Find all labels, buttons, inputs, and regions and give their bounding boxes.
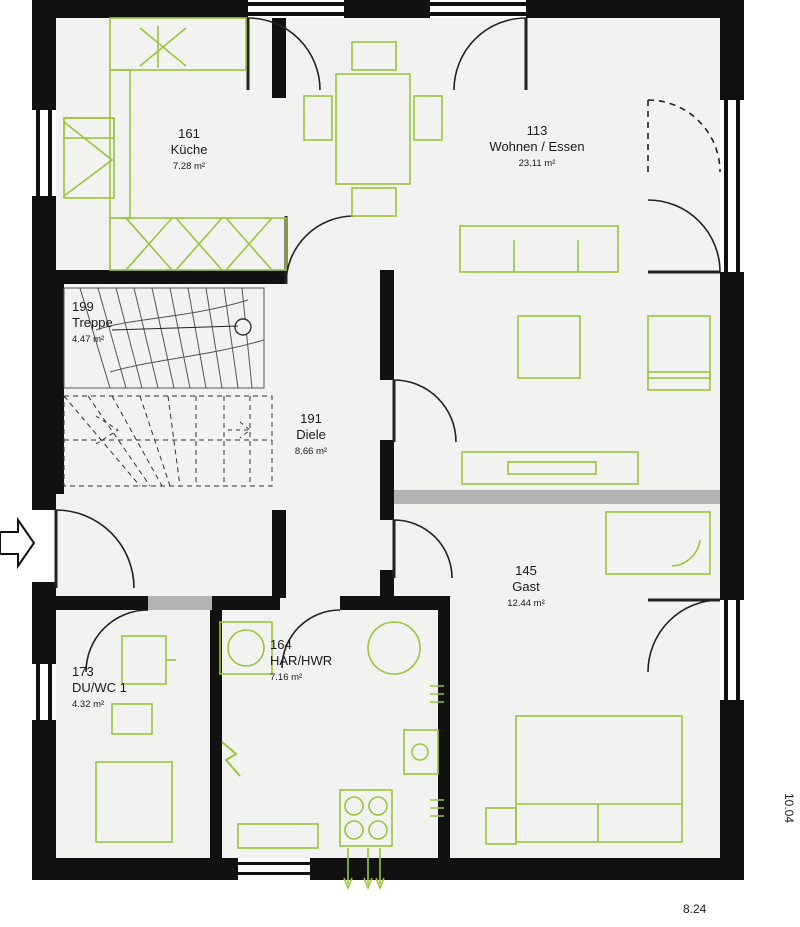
entrance-arrow — [0, 520, 34, 566]
room-area: 7.28 m² — [172, 160, 206, 172]
room-number: 145 — [515, 563, 537, 578]
room-name: Treppe — [72, 315, 113, 331]
dimension-height: 10.04 — [782, 793, 796, 824]
room-area: 4.47 m² — [72, 333, 105, 345]
dimension-width: 8.24 — [683, 902, 707, 916]
room-number: 113 — [526, 123, 548, 138]
room-name: Wohnen / Essen — [489, 139, 585, 155]
room-name: Diele — [296, 427, 326, 443]
room-area: 23.11 m² — [518, 157, 556, 169]
room-area: 12.44 m² — [507, 597, 545, 609]
room-name: DU/WC 1 — [72, 680, 127, 696]
room-number: 164 — [270, 637, 292, 652]
room-name: HAR/HWR — [270, 653, 333, 669]
room-name: Gast — [512, 579, 540, 595]
room-number: 191 — [300, 411, 322, 426]
room-name: Küche — [170, 142, 208, 158]
room-area: 4.32 m² — [72, 698, 105, 710]
room-number: 173 — [72, 664, 94, 679]
room-number: 199 — [72, 299, 94, 314]
room-area: 7.16 m² — [270, 671, 303, 683]
room-area: 8.66 m² — [294, 445, 328, 457]
room-number: 161 — [178, 126, 200, 141]
